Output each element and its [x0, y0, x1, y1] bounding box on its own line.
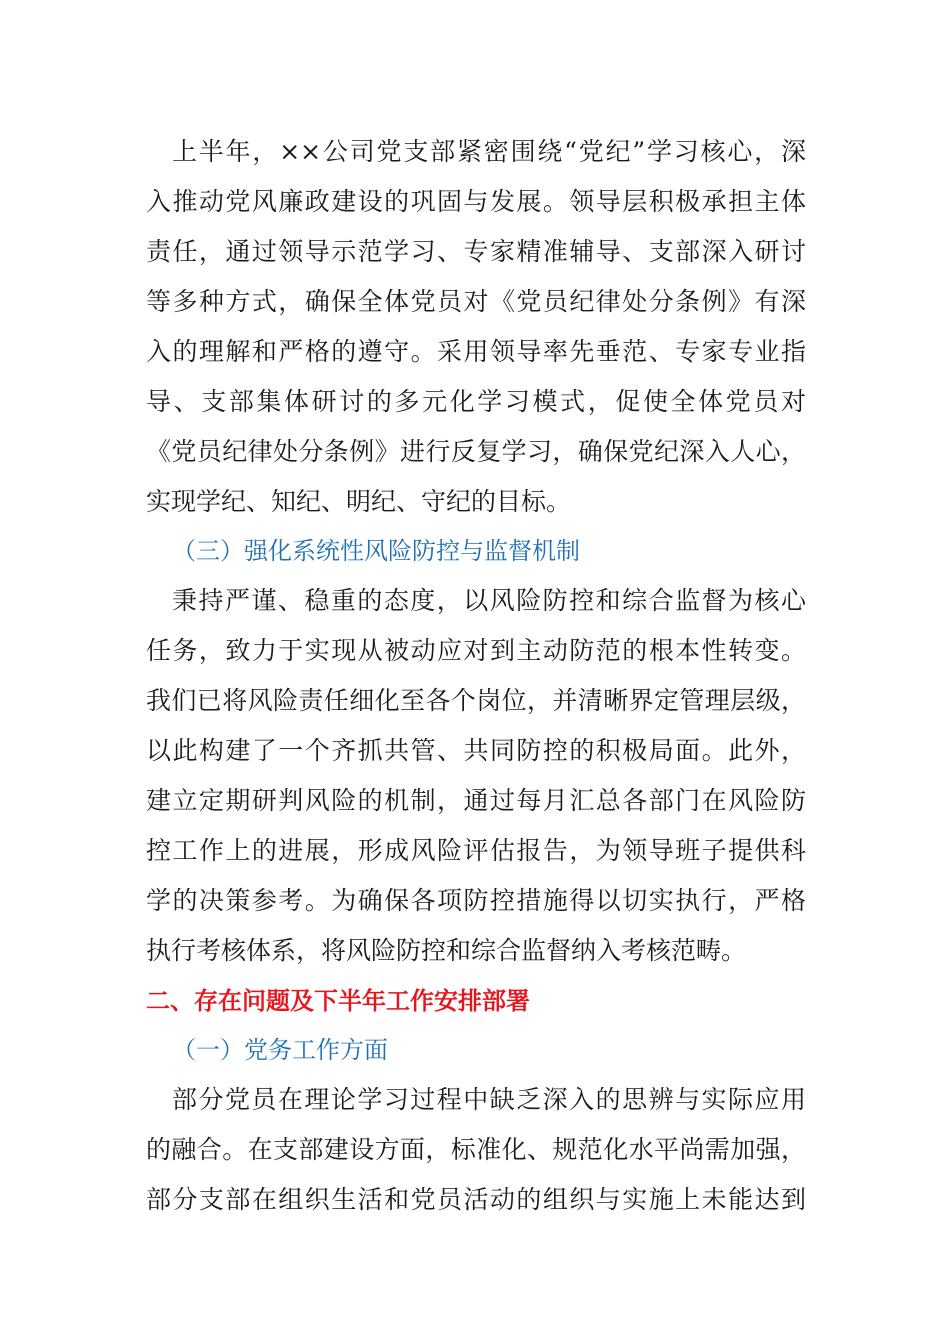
paragraph-1-line-5: 入的理解和严格的遵守。采用领导率先垂范、专家专业指 [146, 337, 806, 366]
paragraph-2-line-1: 秉持严谨、稳重的态度，以风险防控和综合监督为核心 [172, 586, 806, 615]
paragraph-3-line-3: 部分支部在组织生活和党员活动的组织与实施上未能达到 [146, 1185, 806, 1214]
paragraph-1-line-6: 导、支部集体研讨的多元化学习模式，促使全体党员对 [146, 387, 806, 416]
paragraph-1-line-3: 责任，通过领导示范学习、专家精准辅导、支部深入研讨 [146, 237, 806, 266]
paragraph-3-line-1: 部分党员在理论学习过程中缺乏深入的思辨与实际应用 [172, 1085, 806, 1114]
section-subheading-1: （一）党务工作方面 [172, 1036, 388, 1064]
paragraph-2-line-8: 执行考核体系，将风险防控和综合监督纳入考核范畴。 [146, 936, 747, 965]
paragraph-2-line-5: 建立定期研判风险的机制，通过每月汇总各部门在风险防 [146, 786, 806, 815]
paragraph-1-line-7: 《党员纪律处分条例》进行反复学习，确保党纪深入人心， [146, 437, 806, 466]
section-subheading-3: （三）强化系统性风险防控与监督机制 [172, 537, 580, 565]
paragraph-2-line-3: 我们已将风险责任细化至各个岗位，并清晰界定管理层级， [146, 686, 806, 715]
paragraph-1-line-2: 入推动党风廉政建设的巩固与发展。领导层积极承担主体 [146, 187, 806, 216]
section-heading-2: 二、存在问题及下半年工作安排部署 [146, 987, 530, 1015]
paragraph-2-line-2: 任务，致力于实现从被动应对到主动防范的根本性转变。 [146, 636, 806, 665]
paragraph-3-line-2: 的融合。在支部建设方面，标准化、规范化水平尚需加强， [146, 1135, 806, 1164]
paragraph-2-line-4: 以此构建了一个齐抓共管、共同防控的积极局面。此外， [146, 736, 806, 765]
paragraph-2-line-7: 学的决策参考。为确保各项防控措施得以切实执行，严格 [146, 886, 806, 915]
paragraph-1-line-8: 实现学纪、知纪、明纪、守纪的目标。 [146, 487, 572, 516]
paragraph-1-line-1: 上半年，××公司党支部紧密围绕“党纪”学习核心，深 [172, 137, 806, 166]
paragraph-1-line-4: 等多种方式，确保全体党员对《党员纪律处分条例》有深 [146, 287, 806, 316]
paragraph-2-line-6: 控工作上的进展，形成风险评估报告，为领导班子提供科 [146, 836, 806, 865]
